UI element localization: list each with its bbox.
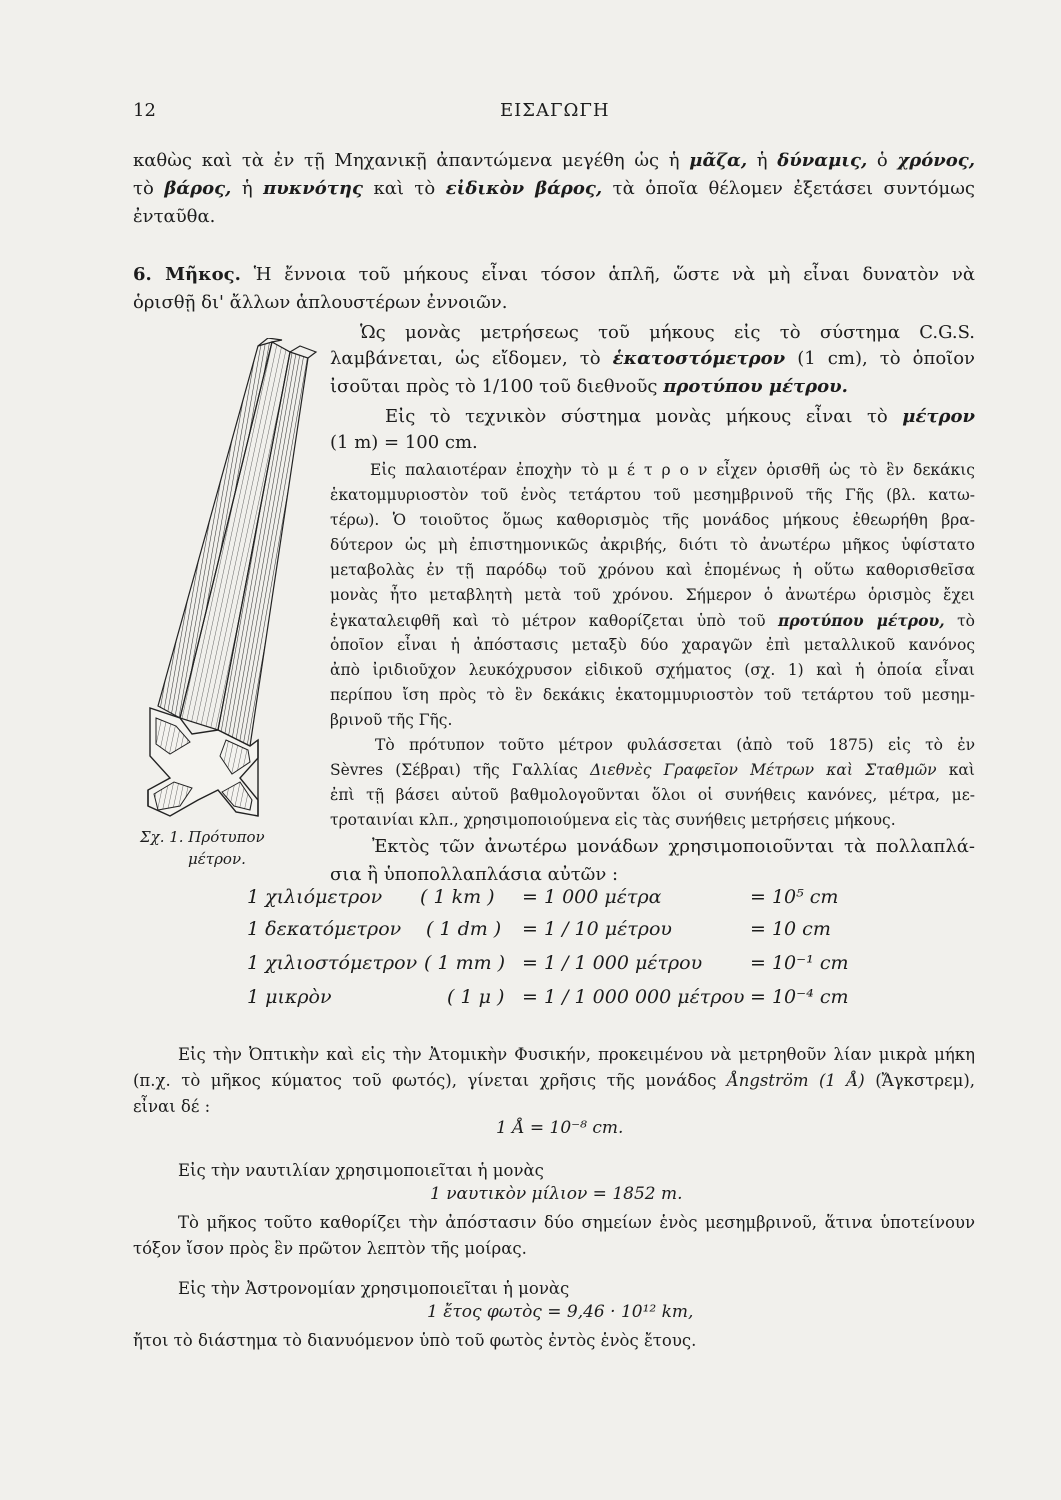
- section-6-line-1: 6. Μῆκος. Ἡ ἔννοια τοῦ μήκους εἶναι τόσον ἁπλῆ, ὥστε νὰ μὴ εἶναι δυνατὸν νὰ: [133, 264, 975, 285]
- unit-name: 1 χιλιοστόμετρον: [247, 952, 418, 974]
- nautical-para-line-1: Τὸ μῆκος τοῦτο καθορίζει τὴν ἀπόστασιν δύο σημείων ἑνὸς μεσημβρινοῦ, ἅτινα ὑποτείνουν: [178, 1213, 975, 1232]
- intro-line-2: τὸ βάρος, ἡ πυκνότης καὶ τὸ εἰδικὸν βάρος, τὰ ὁποῖα θέλομεν ἐξετάσει συντόμως: [133, 178, 975, 199]
- small-text-line-12: Τὸ πρότυπον τοῦτο μέτρον φυλάσσεται (ἀπὸ τοῦ 1875) εἰς τὸ ἐν: [375, 736, 975, 754]
- small-text-line-1: Εἰς παλαιοτέραν ἐποχὴν τὸ μ έ τ ρ ο ν εἶχεν ὁρισθῆ ὡς τὸ ἓν δεκάκις: [370, 461, 975, 479]
- intro-line-3: ἐνταῦθα.: [133, 206, 216, 227]
- section-6-line-2: ὁρισθῇ δι' ἄλλων ἁπλουστέρων ἐννοιῶν.: [133, 292, 508, 313]
- unit-cm: = 10⁻¹ cm: [750, 952, 849, 974]
- figure-caption-line-2: μέτρον.: [188, 850, 246, 868]
- section-6-p2-line-3: ἰσοῦται πρὸς τὸ 1/100 τοῦ διεθνοῦς προτύπου μέτρου.: [330, 376, 848, 397]
- section-6-p3-line-1: Εἰς τὸ τεχνικὸν σύστημα μονὰς μήκους εἶναι τὸ μέτρον: [385, 406, 975, 427]
- unit-symbol: ( 1 dm ): [426, 918, 502, 940]
- unit-equivalent: = 1 / 1 000 μέτρου: [522, 952, 703, 974]
- optics-line-2: (π.χ. τὸ μῆκος κύματος τοῦ φωτός), γίνεται χρῆσις τῆς μονάδος Ångström (1 Å) (Ἄγκστρεμ),: [133, 1071, 976, 1090]
- optics-line-1: Εἰς τὴν Ὀπτικὴν καὶ εἰς τὴν Ἀτομικὴν Φυσικήν, προκειμένου νὰ μετρηθοῦν λίαν μικρὰ μήκη: [178, 1045, 975, 1064]
- unit-cm: = 10 cm: [750, 918, 831, 940]
- small-text-line-15: τροταινίαι κλπ., χρησιμοποιούμενα εἰς τὰς συνήθεις μετρήσεις μήκους.: [330, 811, 896, 829]
- section-6-p2-line-1: Ὡς μονὰς μετρήσεως τοῦ μήκους εἰς τὸ σύστημα C.G.S.: [360, 322, 975, 343]
- unit-cm: = 10⁵ cm: [750, 886, 839, 908]
- small-text-line-13: Sèvres (Σέβραι) τῆς Γαλλίας Διεθνὲς Γραφεῖον Μέτρων καὶ Σταθμῶν καὶ: [330, 761, 975, 779]
- small-text-line-4: δύτερον ὡς μὴ ἐπιστημονικῶς ἀκριβής, διότι τὸ ἀνωτέρω μῆκος ὑφίστατο: [330, 536, 975, 554]
- astronomy-line-1: Εἰς τὴν Ἀστρονομίαν χρησιμοποιεῖται ἡ μονὰς: [178, 1279, 570, 1298]
- nautical-para-line-2: τόξον ἴσον πρὸς ἓν πρῶτον λεπτὸν τῆς μοίρας.: [133, 1239, 527, 1258]
- unit-name: 1 χιλιόμετρον: [247, 886, 383, 908]
- small-text-line-7: ἐγκαταλειφθῆ καὶ τὸ μέτρον καθορίζεται ὑπὸ τοῦ προτύπου μέτρου, τὸ: [330, 611, 975, 630]
- astronomy-line-2: ἤτοι τὸ διάστημα τὸ διανυόμενον ὑπὸ τοῦ φωτὸς ἐντὸς ἑνὸς ἔτους.: [133, 1331, 697, 1350]
- figure-caption-line-1: Σχ. 1. Πρότυπον: [140, 828, 265, 846]
- small-text-line-14: ἐπὶ τῇ βάσει αὐτοῦ βαθμολογοῦνται ὅλοι οἱ συνήθεις κανόνες, μέτρα, με-: [330, 786, 975, 804]
- angstrom-formula: 1 Å = 10⁻⁸ cm.: [496, 1118, 624, 1138]
- intro-line-1: καθὼς καὶ τὰ ἐν τῇ Μηχανικῇ ἀπαντώμενα μεγέθη ὡς ἡ μᾶζα, ἡ δύναμις, ὁ χρόνος,: [133, 150, 975, 171]
- light-year-formula: 1 ἔτος φωτὸς = 9,46 · 10¹² km,: [427, 1302, 694, 1322]
- small-text-line-2: ἑκατομμυριοστὸν τοῦ ἑνὸς τετάρτου τοῦ μεσημβρινοῦ τῆς Γῆς (βλ. κατω-: [330, 486, 975, 504]
- unit-symbol: ( 1 mm ): [424, 952, 506, 974]
- standard-metre-figure: [140, 338, 335, 823]
- unit-equivalent: = 1 / 10 μέτρου: [522, 918, 672, 940]
- small-text-line-10: περίπου ἴση πρὸς τὸ ἓν δεκάκις ἑκατομμυριοστὸν τοῦ τετάρτου τοῦ μεσημ-: [330, 686, 975, 704]
- page-number: 12: [133, 100, 156, 121]
- running-title: ΕΙΣΑΓΩΓΗ: [500, 100, 610, 121]
- unit-cm: = 10⁻⁴ cm: [750, 986, 849, 1008]
- unit-equivalent: = 1 / 1 000 000 μέτρου: [522, 986, 745, 1008]
- small-text-line-6: μονὰς ἦτο μεταβλητὴ μετὰ τοῦ χρόνου. Σήμερον ὁ ἀνωτέρω ὁρισμὸς ἔχει: [330, 586, 975, 604]
- multiples-line-1: Ἐκτὸς τῶν ἀνωτέρω μονάδων χρησιμοποιοῦνται τὰ πολλαπλά-: [372, 836, 975, 857]
- multiples-line-2: σια ἢ ὑποπολλαπλάσια αὐτῶν :: [330, 864, 619, 885]
- small-text-line-8: ὁποῖον εἶναι ἡ ἀπόστασις μεταξὺ δύο χαραγῶν ἐπὶ μεταλλικοῦ κανόνος: [330, 636, 975, 654]
- small-text-line-11: βρινοῦ τῆς Γῆς.: [330, 711, 453, 729]
- nautical-formula: 1 ναυτικὸν μίλιον = 1852 m.: [430, 1184, 683, 1204]
- small-text-line-5: μεταβολὰς ἐν τῇ παρόδῳ τοῦ χρόνου καὶ ἑπομένως ἡ οὕτω καθορισθεῖσα: [330, 561, 975, 579]
- section-6-p3-line-2: (1 m) = 100 cm.: [330, 432, 478, 453]
- unit-symbol: ( 1 μ ): [447, 986, 505, 1008]
- unit-symbol: ( 1 km ): [420, 886, 495, 908]
- section-heading: 6. Μῆκος.: [133, 264, 241, 285]
- unit-equivalent: = 1 000 μέτρα: [522, 886, 662, 908]
- unit-name: 1 μικρὸν: [247, 986, 332, 1008]
- optics-line-3: εἶναι δέ :: [133, 1097, 211, 1116]
- unit-name: 1 δεκατόμετρον: [247, 918, 402, 940]
- small-text-line-9: ἀπὸ ἰριδιοῦχον λευκόχρυσον εἰδικοῦ σχήματος (σχ. 1) καὶ ἡ ὁποία εἶναι: [330, 661, 975, 679]
- nautical-line-1: Εἰς τὴν ναυτιλίαν χρησιμοποιεῖται ἡ μονὰς: [178, 1161, 544, 1180]
- section-6-p2-line-2: λαμβάνεται, ὡς εἴδομεν, τὸ ἑκατοστόμετρον (1 cm), τὸ ὁποῖον: [330, 348, 975, 369]
- small-text-line-3: τέρω). Ὁ τοιοῦτος ὅμως καθορισμὸς τῆς μονάδος μήκους ἐθεωρήθη βρα-: [330, 511, 975, 529]
